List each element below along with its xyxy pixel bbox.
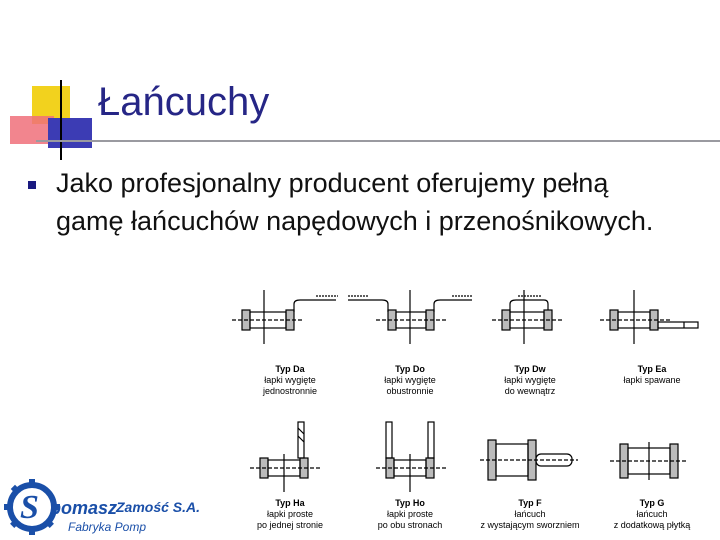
svg-text:S: S	[20, 489, 39, 526]
chain-figure-dw	[466, 286, 594, 398]
decor-blue-square	[48, 118, 92, 148]
figure-desc-line1: łapki wygięte	[384, 375, 436, 385]
extended-pin-chain-icon	[466, 418, 594, 496]
extra-plate-chain-icon	[588, 418, 716, 496]
chain-figure-ho	[346, 418, 474, 530]
figure-desc-line1: łańcuch	[514, 509, 546, 519]
slide-title: Łańcuchy	[98, 80, 270, 124]
company-logo	[4, 478, 204, 536]
figure-desc-line2: po obu stronach	[377, 520, 443, 530]
figure-desc-line2: z wystającym sworzniem	[480, 520, 580, 530]
chain-figure-f	[466, 418, 594, 530]
decor-vertical-line	[60, 80, 62, 160]
title-divider	[36, 140, 720, 142]
figure-type-label: Typ Ho	[395, 498, 425, 508]
figure-desc-line1: łapki proste	[386, 509, 434, 519]
bullet-text: Jako profesjonalny producent oferujemy pełną gamę łańcuchów napędowych i przenośnikowych.	[56, 168, 654, 236]
figure-desc-line2: z dodatkową płytką	[613, 520, 691, 530]
figure-type-label: Typ Do	[395, 364, 425, 374]
figure-desc-line1: łapki spawane	[623, 375, 681, 385]
figure-desc-line1: łańcuch	[636, 509, 668, 519]
bent-link-inward-icon	[466, 286, 594, 348]
straight-link-both-sides-icon	[346, 418, 474, 496]
figure-type-label: Typ Dw	[514, 364, 546, 374]
chain-figure-ha	[226, 418, 354, 530]
bullet-icon	[28, 181, 36, 189]
figure-type-label: Typ Da	[275, 364, 305, 374]
logo-brand-text: pomasz	[50, 498, 118, 518]
figure-type-label: Typ Ea	[637, 364, 667, 374]
figure-desc-line2: jednostronnie	[262, 386, 318, 396]
figure-desc-line2: do wewnątrz	[504, 386, 556, 396]
chain-figure-g	[588, 418, 716, 530]
bent-link-one-side-icon	[226, 286, 354, 348]
figure-desc-line1: łapki proste	[266, 509, 314, 519]
welded-link-icon	[588, 286, 716, 348]
straight-link-one-side-icon	[226, 418, 354, 496]
logo-city-text: Zamość S.A.	[116, 499, 201, 515]
chain-figure-do	[346, 286, 474, 398]
figure-desc-line1: łapki wygięte	[504, 375, 556, 385]
figure-desc-line2: po jednej stronie	[256, 520, 324, 530]
chain-figure-da	[226, 286, 354, 398]
chain-figure-ea	[588, 286, 716, 398]
figure-type-label: Typ Ha	[275, 498, 305, 508]
figure-desc-line2: obustronnie	[386, 386, 434, 396]
figure-type-label: Typ G	[639, 498, 665, 508]
figure-desc-line1: łapki wygięte	[264, 375, 316, 385]
figure-type-label: Typ F	[518, 498, 542, 508]
logo-subtitle: Fabryka Pomp	[68, 520, 147, 534]
bent-link-both-sides-icon	[346, 286, 474, 348]
